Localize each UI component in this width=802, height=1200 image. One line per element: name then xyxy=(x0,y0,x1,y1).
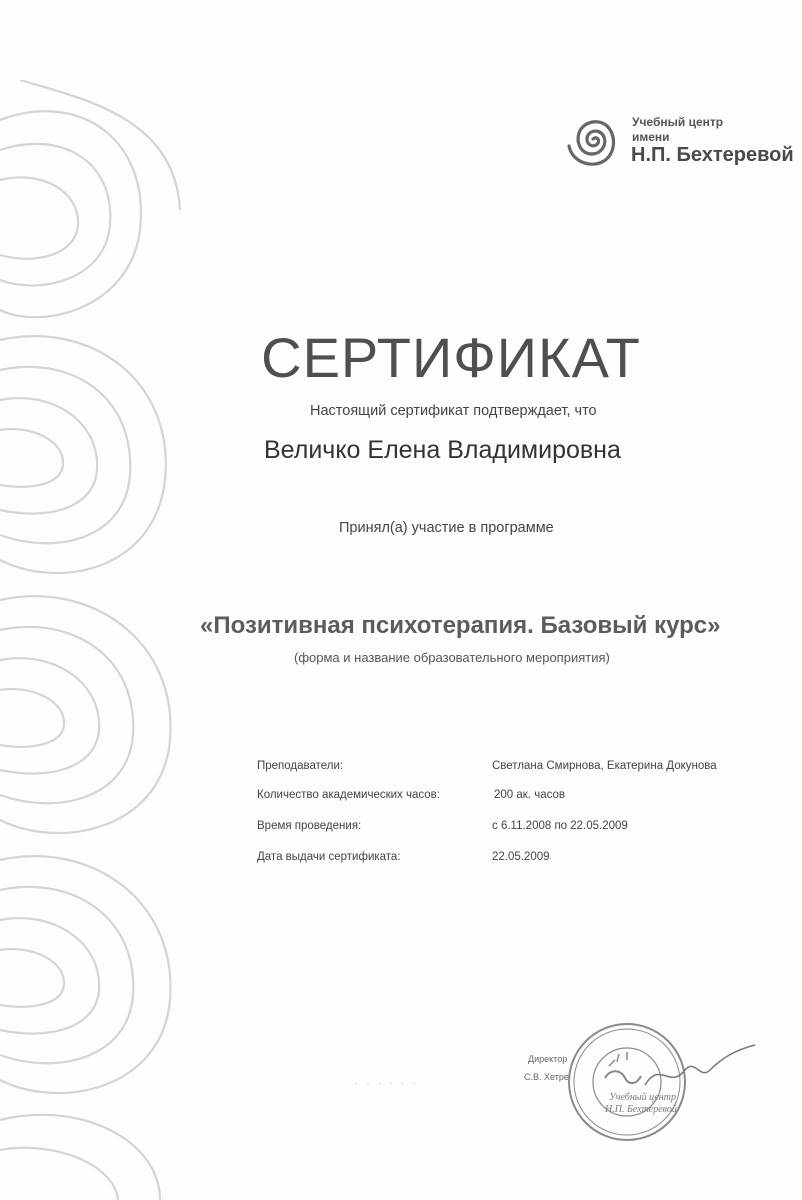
detail-value-issue-date: 22.05.2009 xyxy=(492,851,550,863)
certificate-title: СЕРТИФИКАТ xyxy=(261,326,641,389)
detail-label-hours: Количество академических часов: xyxy=(257,789,440,801)
director-signature xyxy=(640,1040,760,1100)
detail-value-teachers: Светлана Смирнова, Екатерина Докунова xyxy=(492,760,717,772)
detail-value-period: с 6.11.2008 по 22.05.2009 xyxy=(492,820,628,832)
detail-label-issue-date: Дата выдачи сертификата: xyxy=(257,851,401,863)
director-label: Директор xyxy=(528,1054,568,1064)
participation-statement: Принял(а) участие в программе xyxy=(339,520,554,536)
recipient-name: Величко Елена Владимировна xyxy=(264,436,621,464)
program-title: «Позитивная психотерапия. Базовый курс» xyxy=(200,612,721,639)
svg-text:Н.П. Бехтеревой: Н.П. Бехтеревой xyxy=(605,1104,677,1115)
training-center-logo xyxy=(562,108,802,170)
spiral-logo-icon xyxy=(562,108,624,170)
detail-value-hours: 200 ак. часов xyxy=(494,789,565,801)
director-name: С.В. Хетре xyxy=(524,1072,569,1082)
signature-dots: · · · · · · xyxy=(355,1078,419,1088)
confirm-statement: Настоящий сертификат подтверждает, что xyxy=(310,403,597,419)
decorative-swirl-pattern xyxy=(0,80,190,1200)
program-note: (форма и название образовательного мероприятия) xyxy=(294,650,610,665)
logo-text-name: Н.П. Бехтеревой xyxy=(631,144,794,166)
svg-text:Учебный центр: Учебный центр xyxy=(609,1092,676,1103)
logo-text-line2: имени xyxy=(632,130,670,144)
logo-text-line1: Учебный центр xyxy=(632,115,724,129)
detail-label-teachers: Преподаватели: xyxy=(257,760,344,772)
detail-label-period: Время проведения: xyxy=(257,820,362,832)
